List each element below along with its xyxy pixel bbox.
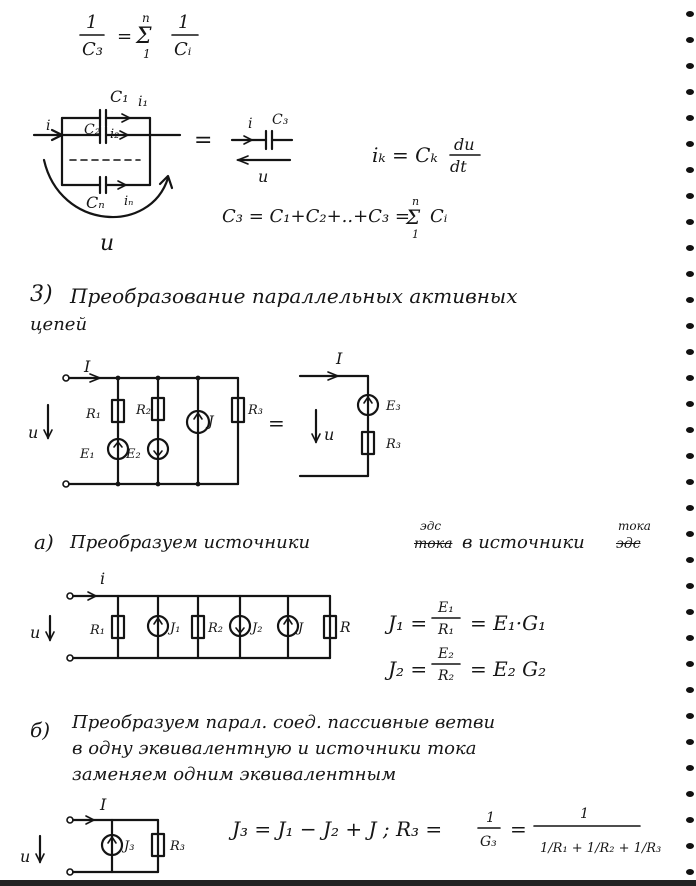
binder-edge [678, 0, 696, 886]
svg-text:i: i [100, 569, 106, 588]
svg-text:i₁: i₁ [138, 94, 149, 110]
step-b-marker: б) [30, 718, 51, 742]
svg-text:Σ: Σ [136, 24, 152, 49]
svg-text:I: I [100, 795, 107, 814]
svg-text:E₂: E₂ [126, 447, 141, 462]
svg-text:1: 1 [486, 810, 495, 826]
svg-text:Cₙ: Cₙ [86, 193, 105, 212]
svg-text:i: i [46, 118, 51, 134]
svg-text:iₙ: iₙ [124, 194, 134, 209]
svg-text:R₂: R₂ [208, 621, 223, 636]
svg-text:u: u [100, 231, 115, 256]
step-a-text2: в источники [462, 532, 585, 553]
svg-text:G₃: G₃ [480, 834, 497, 850]
step-a-strike-word2: эдс [616, 536, 641, 552]
svg-text:Cᵢ: Cᵢ [430, 206, 448, 227]
svg-text:u: u [258, 167, 269, 186]
svg-text:J₂ =: J₂ = [388, 657, 428, 681]
svg-text:=: = [194, 128, 213, 153]
svg-text:=: = [268, 411, 285, 435]
svg-text:= E₂ G₂: = E₂ G₂ [470, 657, 547, 681]
step-a-marker: а) [34, 530, 54, 554]
svg-text:R₃: R₃ [170, 839, 185, 854]
svg-text:i₂: i₂ [110, 127, 120, 142]
svg-text:dt: dt [450, 157, 467, 176]
svg-text:=: = [117, 26, 133, 47]
svg-text:1/R₁ + 1/R₂ + 1/R₃: 1/R₁ + 1/R₂ + 1/R₃ [540, 841, 662, 856]
svg-text:R₁: R₁ [438, 622, 455, 638]
svg-text:n: n [412, 195, 420, 208]
step-a-text: Преобразуем источники [70, 532, 311, 553]
current-source-circuit [30, 569, 546, 684]
capacitor-circuit [34, 87, 480, 256]
svg-text:R: R [340, 620, 351, 636]
svg-text:Σ: Σ [406, 205, 421, 229]
step-b-line3: заменяем одним эквивалентным [72, 764, 397, 785]
section3-heading-line1: Преобразование параллельных активных [70, 284, 518, 308]
svg-text:C₂: C₂ [84, 122, 101, 138]
svg-text:u: u [20, 847, 31, 866]
svg-text:J₃ = J₁ − J₂ + J ; R₃ =: J₃ = J₁ − J₂ + J ; R₃ = [232, 817, 443, 841]
svg-text:C₁: C₁ [110, 87, 129, 106]
svg-text:R₂: R₂ [438, 668, 455, 684]
step-b-line1: Преобразуем парал. соед. пассивные ветви [72, 712, 496, 733]
svg-text:I: I [84, 357, 91, 376]
svg-text:=: = [510, 817, 527, 841]
equivalent-circuit-b [20, 795, 661, 875]
svg-text:n: n [142, 11, 150, 25]
svg-text:J: J [208, 414, 214, 430]
svg-text:u: u [30, 623, 41, 642]
svg-text:Cᵢ: Cᵢ [174, 39, 192, 60]
svg-text:E₁: E₁ [80, 447, 95, 462]
active-parallel-circuit [28, 349, 401, 487]
svg-text:R₂: R₂ [136, 403, 151, 418]
svg-text:J: J [298, 621, 304, 636]
svg-text:R₁: R₁ [86, 407, 101, 422]
step-b-line2: в одну эквивалентную и источники тока [72, 738, 477, 759]
svg-text:I: I [336, 349, 343, 368]
svg-text:i: i [248, 116, 253, 132]
svg-text:E₁: E₁ [438, 600, 454, 616]
svg-text:= E₁·G₁: = E₁·G₁ [470, 611, 547, 635]
svg-text:J₁: J₁ [170, 621, 181, 636]
svg-text:C₃: C₃ [272, 112, 289, 128]
step-a-strike-word: тока [414, 536, 453, 552]
svg-text:1: 1 [178, 12, 190, 33]
svg-text:J₃: J₃ [124, 839, 135, 854]
svg-text:C₃ = C₁+C₂+..+C₃ =: C₃ = C₁+C₂+..+C₃ = [222, 206, 410, 227]
svg-text:E₂: E₂ [438, 646, 454, 662]
formula-top-drawing [80, 11, 198, 61]
section3-heading-line2: цепей [30, 314, 88, 335]
page-bottom-edge [0, 880, 696, 886]
svg-text:1: 1 [143, 47, 151, 61]
svg-text:E₃: E₃ [386, 399, 401, 414]
svg-text:1: 1 [580, 806, 589, 822]
svg-text:C₃: C₃ [82, 39, 103, 60]
svg-text:1: 1 [86, 12, 98, 33]
svg-text:u: u [28, 423, 39, 442]
section3-number: 3) [30, 282, 53, 307]
svg-text:R₁: R₁ [90, 623, 105, 638]
step-a-above-word2: тока [618, 519, 651, 533]
svg-text:iₖ = Cₖ: iₖ = Cₖ [372, 143, 438, 167]
step-a-above-word: эдс [420, 519, 442, 533]
svg-text:J₂: J₂ [252, 621, 263, 636]
svg-text:R₃: R₃ [248, 403, 263, 418]
svg-text:du: du [454, 135, 475, 154]
svg-text:1: 1 [412, 228, 419, 241]
svg-text:u: u [324, 425, 335, 444]
svg-text:R₃: R₃ [386, 437, 401, 452]
svg-text:J₁ =: J₁ = [388, 611, 428, 635]
